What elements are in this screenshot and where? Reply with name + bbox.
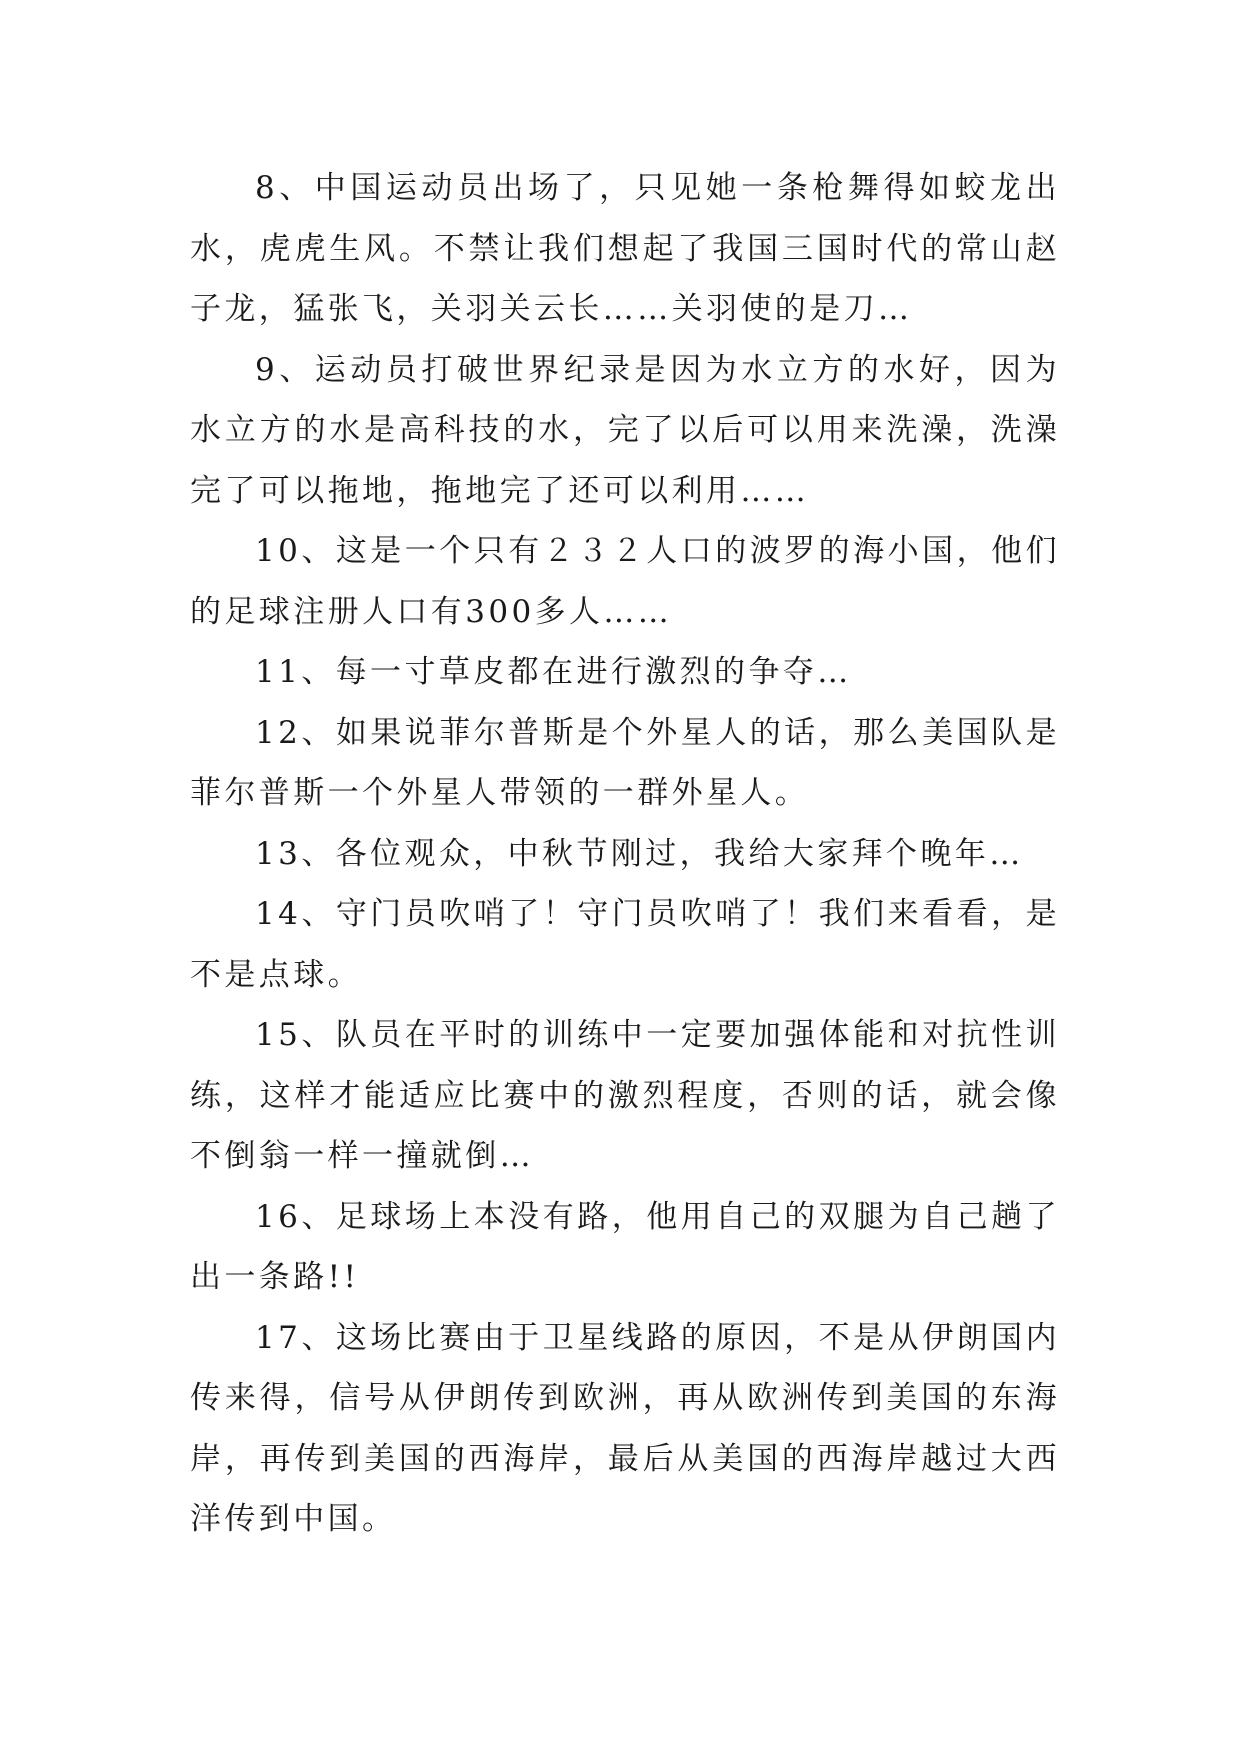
document-body <box>190 158 1060 1550</box>
paragraph-13: 13、各位观众，中秋节刚过，我给大家拜个晚年… <box>255 835 1024 872</box>
paragraph-17: 17、这场比赛由于卫星线路的原因，不是从伊朗国内传来得，信号从伊朗传到欧洲，再从欧洲传到美国的东海岸，再传到美国的西海岸，最后从美国的西海岸越过大西洋传到中国。 <box>190 1319 1060 1537</box>
paragraph-11: 11、每一寸草皮都在进行激烈的争夺… <box>255 654 852 690</box>
paragraph-8: 8、中国运动员出场了，只见她一条枪舞得如蛟龙出水，虎虎生风。不禁让我们想起了我国三国时代的常山赵子龙，猛张飞，关羽关云长……关羽使的是刀… <box>190 170 1060 327</box>
paragraph-12: 12、如果说菲尔普斯是个外星人的话，那么美国队是菲尔普斯一个外星人带领的一群外星人。 <box>190 714 1060 811</box>
paragraph-10: 10、这是一个只有２３２人口的波罗的海小国，他们的足球注册人口有300多人…… <box>190 533 1060 630</box>
paragraph-14: 14、守门员吹哨了！守门员吹哨了！我们来看看，是不是点球。 <box>190 896 1060 993</box>
paragraph-15: 15、队员在平时的训练中一定要加强体能和对抗性训练，这样才能适应比赛中的激烈程度，否则的话，就会像不倒翁一样一撞就倒… <box>190 1017 1060 1174</box>
paragraph-9: 9、运动员打破世界纪录是因为水立方的水好，因为水立方的水是高科技的水，完了以后可以用来洗澡，洗澡完了可以拖地，拖地完了还可以利用…… <box>190 351 1060 509</box>
paragraph-16: 16、足球场上本没有路，他用自己的双腿为自己趟了出一条路!! <box>190 1198 1060 1295</box>
